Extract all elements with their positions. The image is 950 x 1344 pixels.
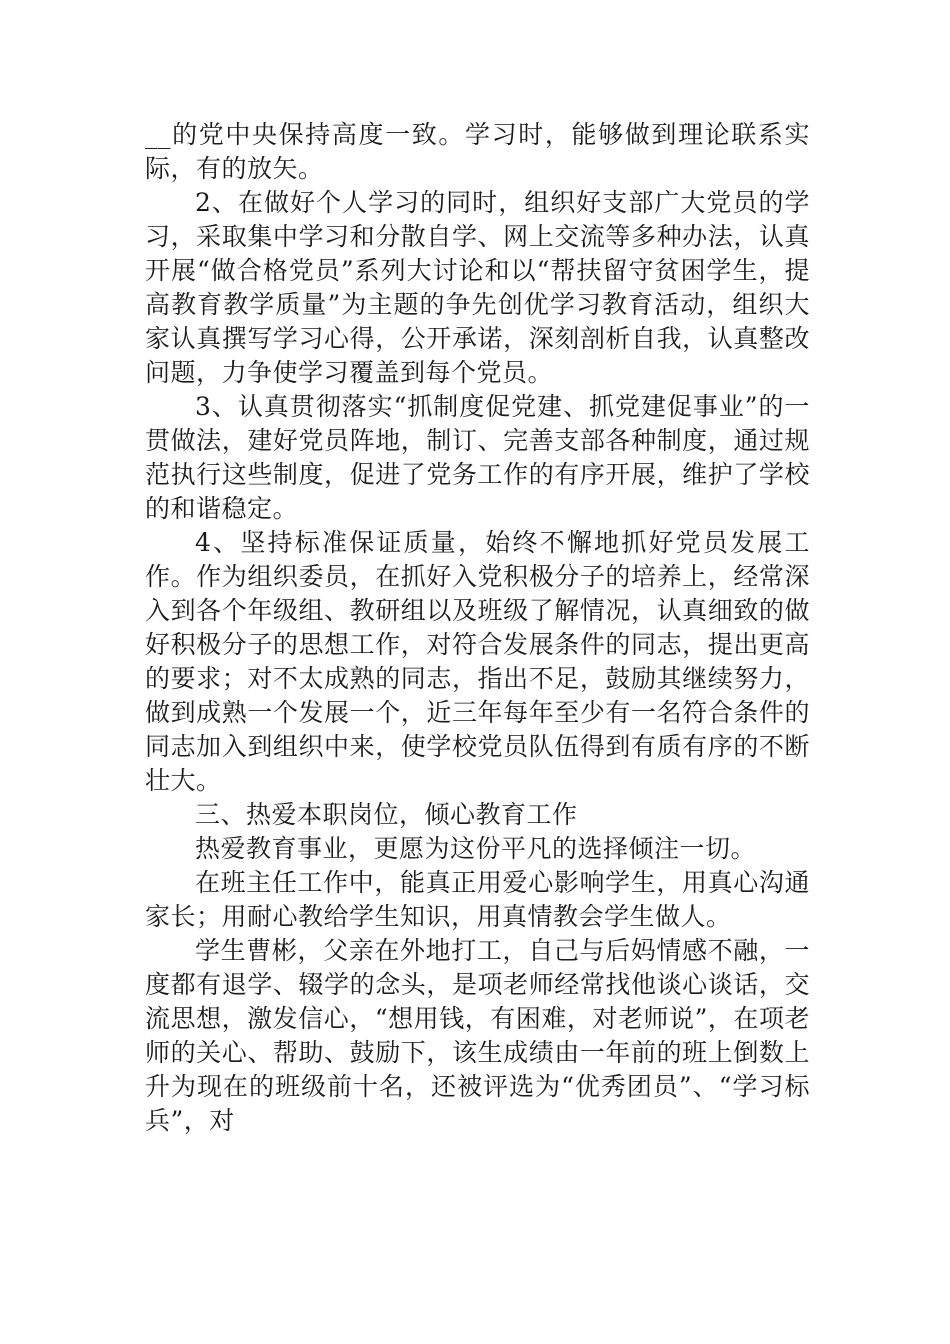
paragraph-class-teacher: 在班主任工作中，能真正用爱心影响学生，用真心沟通家长；用耐心教给学生知识，用真情教会学生做人。 — [145, 868, 810, 931]
paragraph-item-2: 2、在做好个人学习的同时，组织好支部广大党员的学习，采取集中学习和分散自学、网上交流等多种办法，认真开展“做合格党员”系列大讨论和以“帮扶留守贫困学生，提高教育教学质量”为主题的争先创优学习教育活动，组织大家认真撰写学习心得，公开承诺，深刻剖析自我，认真整改问题，力争使学习覆盖到每个党员。 — [145, 188, 810, 387]
section-heading-3: 三、热爱本职岗位，倾心教育工作 — [195, 800, 578, 829]
paragraph-love-education: 热爱教育事业，更愿为这份平凡的选择倾注一切。 — [195, 834, 757, 863]
paragraph-student-story: 学生曹彬，父亲在外地打工，自己与后妈情感不融，一度都有退学、辍学的念头，是项老师经常找他谈心谈话，交流思想，激发信心，“想用钱，有困难，对老师说”，在项老师的关心、帮助、鼓励下，该生成绩由一年前的班上倒数上升为现在的班级前十名，还被评选为“优秀团员”、“学习标兵”，对 — [145, 936, 810, 1135]
document-body — [145, 118, 810, 1138]
paragraph-item-3: 3、认真贯彻落实“抓制度促党建、抓党建促事业”的一贯做法，建好党员阵地，制订、完善支部各种制度，通过规范执行这些制度，促进了党务工作的有序开展，维护了学校的和谐稳定。 — [145, 392, 810, 523]
paragraph-continuation: __的党中央保持高度一致。学习时，能够做到理论联系实际，有的放矢。 — [145, 120, 810, 183]
paragraph-item-4: 4、坚持标准保证质量，始终不懈地抓好党员发展工作。作为组织委员，在抓好入党积极分子的培养上，经常深入到各个年级组、教研组以及班级了解情况，认真细致的做好积极分子的思想工作，对符合发展条件的同志，提出更高的要求；对不太成熟的同志，指出不足，鼓励其继续努力，做到成熟一个发展一个，近三年每年至少有一名符合条件的同志加入到组织中来，使学校党员队伍得到有质有序的不断壮大。 — [145, 528, 810, 795]
